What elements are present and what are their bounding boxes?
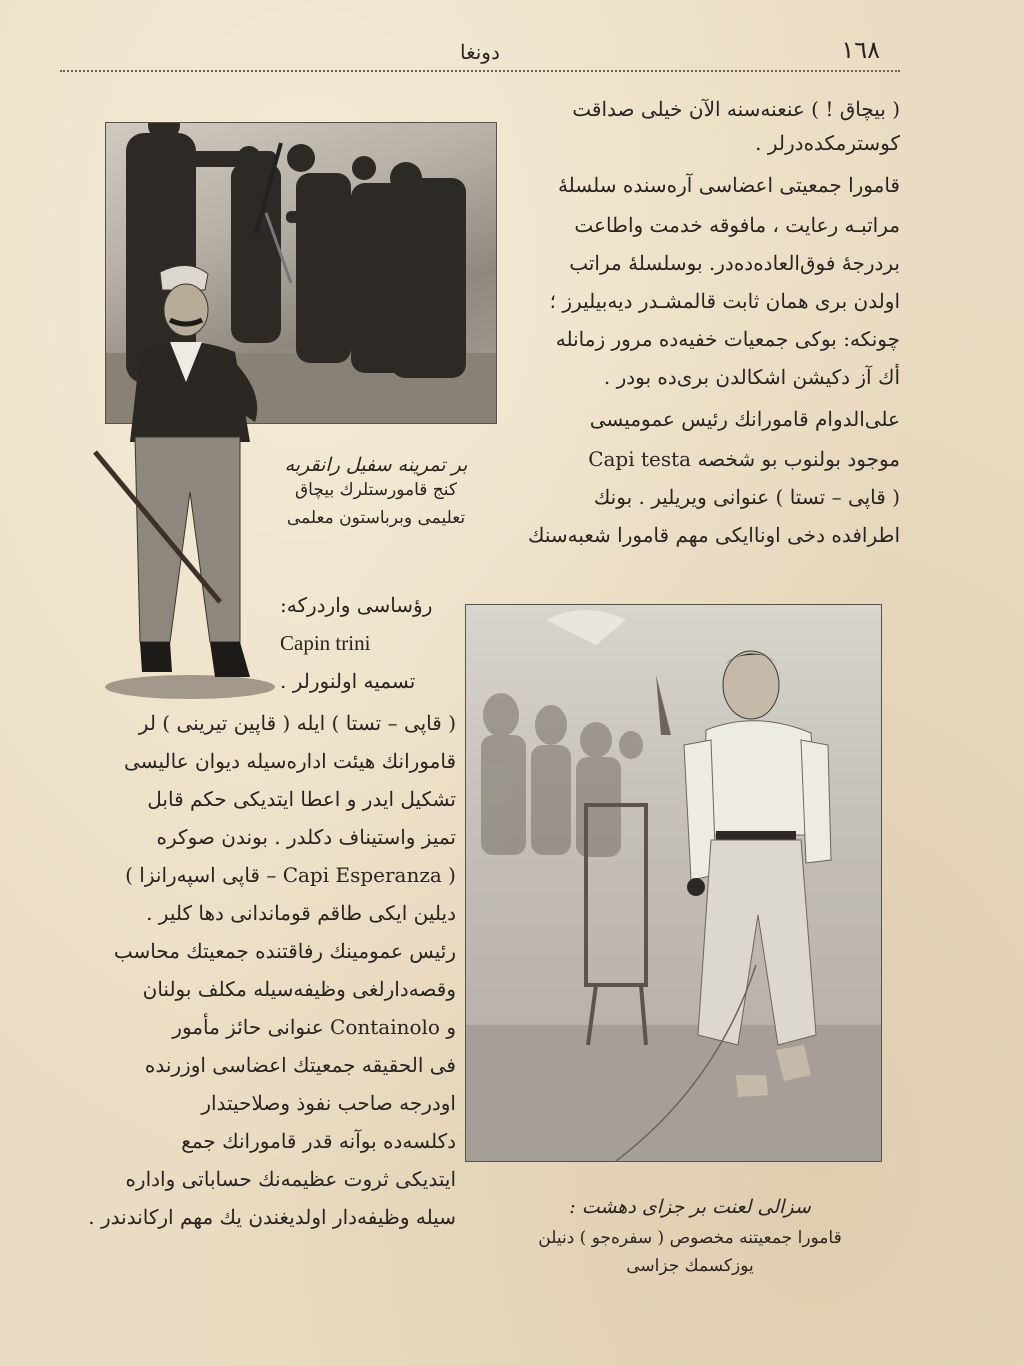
text-line: سيله وظيفه‌دار اولديغندن يك مهم اركاندندر . bbox=[88, 1205, 456, 1229]
caption-line: يوزكسمك جزاسى bbox=[626, 1256, 754, 1276]
scarred-young-man-illustration bbox=[466, 605, 881, 1161]
text-line: قامورا جمعيتى اعضاسى آره‌سنده سلسلهٔ bbox=[557, 173, 900, 197]
text-line: Capin trini bbox=[280, 631, 371, 655]
text-line: رئيس عمومينك رفاقتنده جمعيتك محاسب bbox=[113, 939, 456, 963]
text-column-left-short bbox=[280, 588, 460, 698]
running-title: دونغا bbox=[460, 40, 500, 64]
text-line: ديلين ايكى طاقم قوماندانى دها كلير . bbox=[146, 901, 456, 925]
text-line: اطرافده دخى اوناايكى مهم قامورا شعبه‌سنك bbox=[527, 523, 900, 547]
caption-title: بر تمرينه سفيل رانقربه bbox=[284, 454, 468, 476]
text-line: اولدن برى همان ثابت قالمشـدر ديه‌بيليرز ؛ bbox=[549, 289, 900, 313]
caption-line: كنج قامورستلرك بيچاق bbox=[294, 480, 457, 500]
caption-line: تعليمى وبرباستون معلمى bbox=[286, 508, 466, 528]
text-line: تشكيل ايدر و اعطا ايتديكى حكم قابل bbox=[147, 787, 456, 811]
stick-instructor-illustration bbox=[90, 262, 275, 702]
text-line: تميز واستيناف دكلدر . بوندن صوكره bbox=[156, 825, 456, 849]
caption-title: سزالى لعنت بر جزاى دهشت : bbox=[569, 1196, 811, 1218]
text-line: موجود بولنوب بو شخصه Capi testa bbox=[588, 447, 900, 471]
figure-right-caption bbox=[500, 1196, 880, 1280]
text-line: قامورانك هيئت اداره‌سيله ديوان عاليسى bbox=[123, 749, 456, 773]
header-rule bbox=[60, 70, 900, 72]
text-line: تسميه اولنورلر . bbox=[280, 669, 416, 693]
page-number: ١٦٨ bbox=[841, 36, 880, 64]
text-line: رؤساسى واردركه: bbox=[280, 593, 433, 617]
text-line: على‌الدوام قامورانك رئيس عموميسى bbox=[589, 407, 900, 431]
text-line: مراتبـه رعايت ، مافوقه خدمت واطاعت bbox=[574, 213, 900, 237]
figure-left-caption bbox=[265, 454, 487, 532]
text-line: و Containolo عنوانى حائز مأمور bbox=[172, 1015, 456, 1039]
text-line: بردرجهٔ فوق‌العاده‌ده‌در. بوسلسلهٔ مراتب bbox=[569, 251, 900, 275]
punishment-illustration-photo bbox=[465, 604, 882, 1162]
text-line: ( قاپى – تستا ) ايله ( قاپين تيرينى ) لر bbox=[138, 711, 456, 735]
text-line: ( بيچاق ! ) عنعنه‌سنه الآن خيلى صداقت bbox=[572, 97, 900, 121]
text-line: ( قاپى – تستا ) عنوانى ويريلير . بونك bbox=[593, 485, 900, 509]
text-column-left-long bbox=[88, 706, 456, 1234]
text-line: دكلسه‌ده بوآنه قدر قامورانك جمع bbox=[181, 1129, 456, 1153]
text-line: فى الحقيقه جمعيتك اعضاسى اوزرنده bbox=[144, 1053, 456, 1077]
text-line: كوسترمكده‌درلر . bbox=[755, 131, 900, 155]
text-line: چونكه: بوكى جمعيات خفيه‌ده مرور زمانله bbox=[555, 327, 900, 351]
text-line: اودرجه صاحب نفوذ وصلاحيتدار bbox=[201, 1091, 456, 1115]
standing-man-figure bbox=[90, 262, 275, 702]
text-column-right-top bbox=[500, 92, 900, 552]
text-line: أك آز دكيشن اشكالدن برى‌ده بودر . bbox=[603, 365, 900, 389]
text-line: وقصه‌دارلغى وظيفه‌سيله مكلف بولنان bbox=[142, 977, 456, 1001]
caption-line: قامورا جمعيتنه مخصوص ( سفره‌جو ) دنيلن bbox=[538, 1228, 842, 1248]
text-line: ايتديكى ثروت عظيمه‌نك حساباتى واداره‌ bbox=[125, 1167, 456, 1191]
text-line: ( Capi Esperanza – قاپى اسپه‌رانزا ) bbox=[125, 863, 456, 887]
